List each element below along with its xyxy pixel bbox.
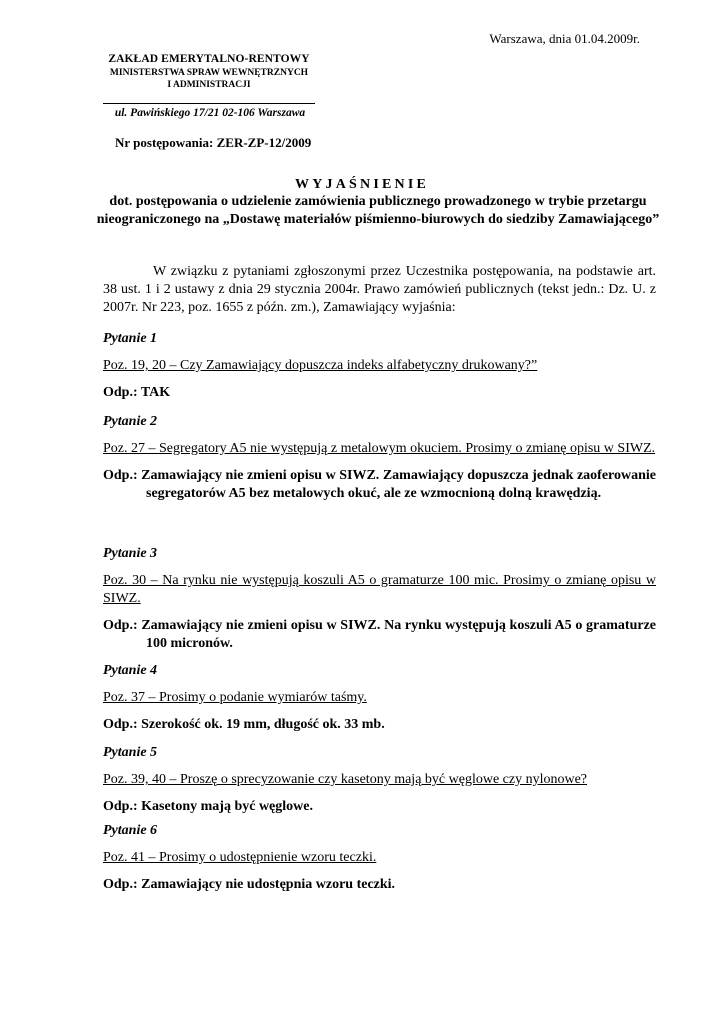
answer-text: Odp.: TAK <box>103 385 171 400</box>
answer-text: Odp.: Zamawiający nie zmieni opisu w SIWZ. Na rynku występują koszuli A5 o gramaturze 100 micronów. <box>103 618 656 651</box>
question-block-3 <box>103 545 656 653</box>
question-text: Poz. 19, 20 – Czy Zamawiający dopuszcza indeks alfabetyczny drukowany?” <box>103 358 538 373</box>
question-text: Poz. 30 – Na rynku nie występują koszuli A5 o gramaturze 100 mic. Prosimy o zmianę opisu w SIWZ. <box>103 573 656 606</box>
question-heading: Pytanie 3 <box>103 546 158 561</box>
question-block-1 <box>103 330 656 402</box>
question-heading: Pytanie 6 <box>103 823 158 838</box>
question-block-2 <box>103 413 656 503</box>
case-number: Nr postępowania: ZER-ZP-12/2009 <box>115 135 312 150</box>
question-heading: Pytanie 1 <box>103 331 158 346</box>
answer-text: Odp.: Zamawiający nie udostępnia wzoru teczki. <box>103 877 396 892</box>
document-title: WYJAŚNIENIE <box>295 177 429 192</box>
question-text: Poz. 37 – Prosimy o podanie wymiarów taśmy. <box>103 690 367 705</box>
org-address: ul. Pawińskiego 17/21 02-106 Warszawa <box>114 107 306 119</box>
question-heading: Pytanie 5 <box>103 745 158 760</box>
date-line: Warszawa, dnia 01.04.2009r. <box>489 31 640 46</box>
answer-text: Odp.: Kasetony mają być węglowe. <box>103 799 313 814</box>
ministry-line-1: MINISTERSTWA SPRAW WEWNĘTRZNYCH <box>109 68 309 78</box>
org-name: ZAKŁAD EMERYTALNO-RENTOWY <box>108 53 310 65</box>
question-heading: Pytanie 2 <box>103 414 158 429</box>
question-block-4 <box>103 662 656 734</box>
answer-text: Odp.: Szerokość ok. 19 mm, długość ok. 33 mb. <box>103 717 385 732</box>
question-text: Poz. 27 – Segregatory A5 nie występują z metalowym okuciem. Prosimy o zmianę opisu w SIWZ. <box>103 441 656 456</box>
question-text: Poz. 41 – Prosimy o udostępnienie wzoru teczki. <box>103 850 377 865</box>
question-heading: Pytanie 4 <box>103 663 158 678</box>
answer-text: Odp.: Zamawiający nie zmieni opisu w SIWZ. Zamawiający dopuszcza jednak zaoferowanie segregatorów A5 bez metalowych okuć, ale ze wzmocnioną dolną krawędzią. <box>103 468 656 501</box>
header-divider <box>103 103 315 104</box>
document-subtitle: dot. postępowania o udzielenie zamówienia publicznego prowadzonego w trybie przetargu nieograniczonego na „Dostawę materiałów piśmienno-biurowych do siedziby Zamawiającego” <box>96 194 660 227</box>
question-block-5 <box>103 744 656 816</box>
ministry-line-2: I ADMINISTRACJI <box>167 80 251 90</box>
question-text: Poz. 39, 40 – Proszę o sprecyzowanie czy kasetony mają być węglowe czy nylonowe? <box>103 772 588 787</box>
question-block-6 <box>103 822 656 894</box>
intro-paragraph: W związku z pytaniami zgłoszonymi przez Uczestnika postępowania, na podstawie art. 38 ust. 1 i 2 ustawy z dnia 29 stycznia 2004r. Prawo zamówień publicznych (tekst jedn.: Dz. U. z 2007r. Nr 223, poz. 1655 z późn. zm.), Zamawiający wyjaśnia: <box>103 264 656 315</box>
